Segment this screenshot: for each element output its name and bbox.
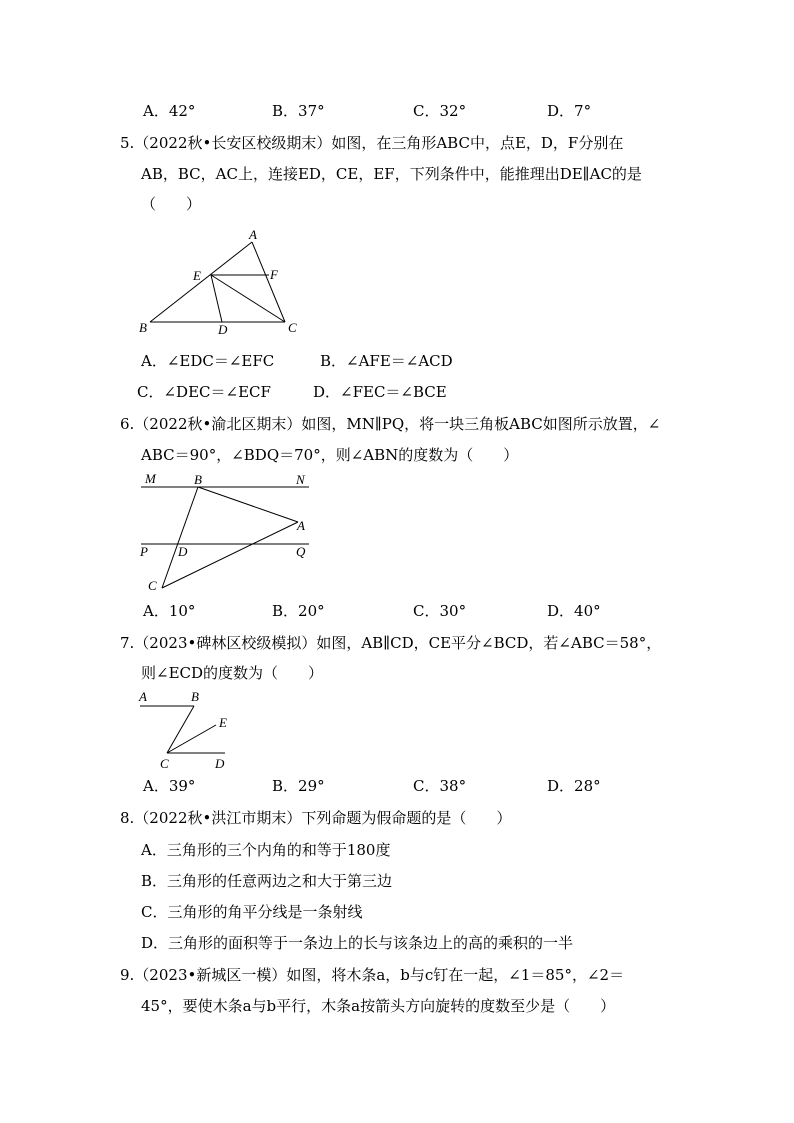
q8-stem: 8.（2022秋•洪江市期末）下列命题为假命题的是（ ） (120, 809, 512, 827)
q8-option-d[interactable]: D．三角形的面积等于一条边上的长与该条边上的高的乘积的一半 (141, 934, 574, 952)
q9-stem-line2: 45°，要使木条a与b平行，木条a按箭头方向旋转的度数至少是（ ） (141, 997, 616, 1015)
q5-label-c: C (288, 320, 297, 335)
q6-label-n: N (296, 472, 305, 487)
q7-stem-line2: 则∠ECD的度数为（ ） (141, 664, 324, 682)
q5-label-e: E (193, 268, 201, 283)
q8-option-a[interactable]: A．三角形的三个内角的和等于180度 (141, 841, 391, 859)
q6-label-q: Q (296, 544, 306, 559)
q5-label-d: D (218, 322, 228, 337)
q9-stem-line1: 9.（2023•新城区一模）如图，将木条a，b与c钉在一起，∠1＝85°，∠2＝ (120, 966, 625, 984)
q5-option-a[interactable]: A．∠EDC＝∠EFC (141, 352, 275, 370)
q6-label-p: P (140, 544, 148, 559)
q5-stem-line3: （ ） (141, 195, 202, 213)
q5-option-b[interactable]: B．∠AFE＝∠ACD (320, 352, 453, 370)
q4-option-a[interactable]: A．42° (143, 102, 196, 120)
q7-label-e: E (219, 715, 227, 730)
q7-label-d: D (215, 756, 225, 771)
q5-option-d[interactable]: D．∠FEC＝∠BCE (313, 383, 447, 401)
q6-parallel-lines-figure (136, 470, 316, 596)
q6-label-m: M (145, 471, 156, 486)
q5-stem-line1: 5.（2022秋•长安区校级期末）如图，在三角形ABC中，点E，D，F分别在 (120, 134, 624, 152)
q7-option-b[interactable]: B．29° (272, 777, 325, 795)
q5-triangle-figure (134, 226, 304, 340)
q7-label-b: B (191, 689, 199, 704)
q6-option-a[interactable]: A．10° (143, 602, 196, 620)
q6-option-c[interactable]: C．30° (413, 602, 467, 620)
q5-label-a: A (249, 227, 257, 242)
q4-option-b[interactable]: B．37° (272, 102, 325, 120)
q6-option-d[interactable]: D．40° (547, 602, 601, 620)
q6-stem-line1: 6.（2022秋•渝北区期末）如图，MN∥PQ，将一块三角板ABC如图所示放置，∠ (120, 415, 661, 433)
q4-option-c[interactable]: C．32° (413, 102, 467, 120)
q6-label-b: B (194, 472, 202, 487)
q7-option-d[interactable]: D．28° (547, 777, 601, 795)
q5-label-b: B (139, 320, 147, 335)
q4-option-d[interactable]: D．7° (547, 102, 592, 120)
q8-option-c[interactable]: C．三角形的角平分线是一条射线 (141, 903, 363, 921)
q7-stem-line1: 7.（2023•碑林区校级模拟）如图，AB∥CD，CE平分∠BCD，若∠ABC＝58°， (120, 634, 662, 652)
q7-label-c: C (160, 756, 169, 771)
q5-label-f: F (270, 267, 278, 282)
q7-option-a[interactable]: A．39° (143, 777, 196, 795)
q5-stem-line2: AB，BC，AC上，连接ED，CE，EF，下列条件中，能推理出DE∥AC的是 (141, 165, 642, 183)
q7-label-a: A (139, 689, 147, 704)
q6-option-b[interactable]: B．20° (272, 602, 325, 620)
q7-parallel-lines-figure (134, 686, 234, 774)
q6-label-d: D (178, 544, 188, 559)
q6-label-a: A (297, 518, 305, 533)
q5-option-c[interactable]: C．∠DEC＝∠ECF (137, 383, 271, 401)
q8-option-b[interactable]: B．三角形的任意两边之和大于第三边 (141, 872, 393, 890)
q6-label-c: C (148, 578, 157, 593)
q6-stem-line2: ABC＝90°，∠BDQ＝70°，则∠ABN的度数为（ ） (141, 446, 519, 464)
q7-option-c[interactable]: C．38° (413, 777, 467, 795)
